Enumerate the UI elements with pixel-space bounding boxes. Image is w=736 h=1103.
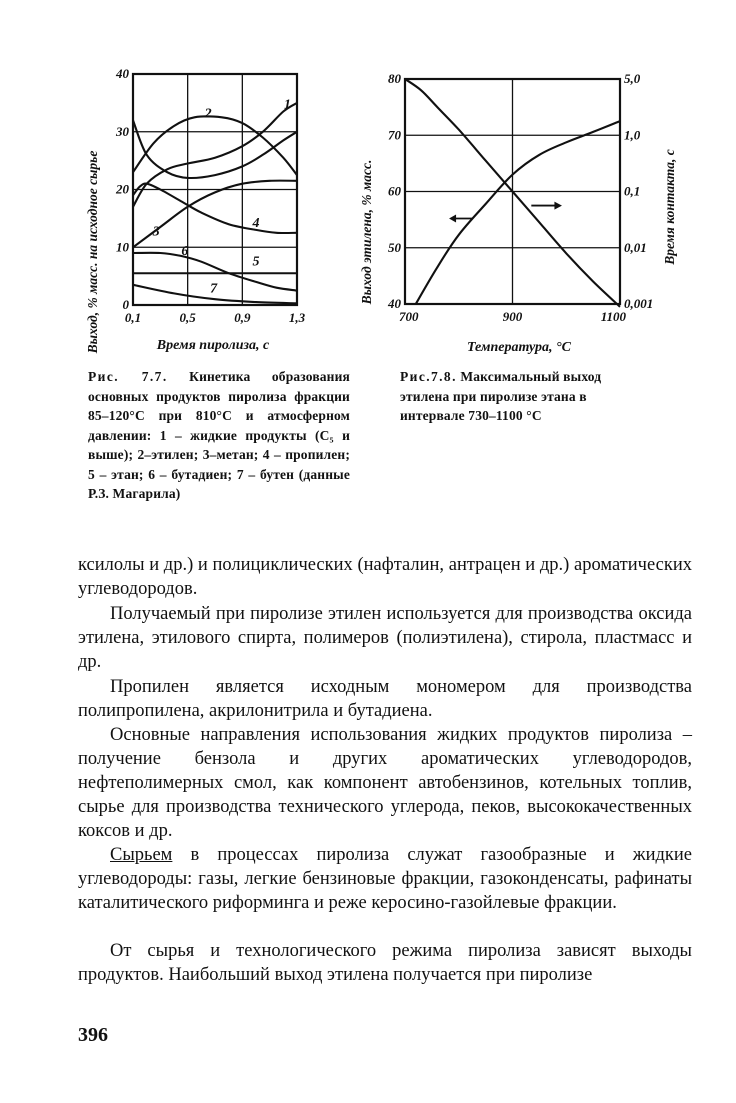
- fig78-x-tick-label: 700: [399, 309, 419, 324]
- fig77-x-tick-label: 1,3: [288, 310, 306, 325]
- fig77-y-tick-label: 20: [116, 181, 129, 197]
- fig77-y-tick-label: 40: [116, 66, 129, 81]
- fig78-y2-tick-label: 1,0: [624, 127, 641, 143]
- fig77-curve-label-7: 7: [210, 281, 218, 297]
- fig78-y-tick-label: 70: [388, 127, 401, 143]
- fig78-y2-tick-label: 0,001: [624, 296, 654, 311]
- fig77-caption-text: Кинетика образования основных продуктов пиролиза фракции 85–120°С при 810°С и атмосферном давлении: 1 – жидкие продукты (С₅ и выше); 2–этилен; 3–метан; 4 – пропилен; 5 – этан; 6 – бутадиен; 7 – бутен (данные Р.З. Магарила): [88, 369, 350, 501]
- fig77-y-tick-label: 0: [122, 297, 129, 312]
- fig78-y-tick-label: 60: [388, 183, 401, 199]
- paragraph-4: Основные направления использования жидких продуктов пиролиза – получение бензола и других ароматических углеводородов, нефтеполимерных смол, как компонент автобензинов, котельных топлив, сырье для производства технического углерода, пеков, высококачественных коксов и др.: [78, 725, 692, 841]
- fig78-y-axis-label: Выход этилена, % масс.: [359, 159, 374, 305]
- fig77-x-tick-label: 0,1: [124, 310, 142, 325]
- fig77-curve-label-4: 4: [252, 216, 260, 232]
- fig77-y-axis-label: Выход, % масс. на исходное сырье: [85, 150, 100, 354]
- fig77-caption-number: Рис. 7.7.: [88, 369, 168, 384]
- fig77-curve-label-3: 3: [152, 224, 160, 240]
- paragraph-5-text: в процессах пиролиза служат газообразные и жидкие углеводороды: газы, легкие бензиновые фракции, газоконденсаты, рафинаты каталитического риформинга и реже керосино-газойлевые фракции.: [78, 845, 692, 913]
- fig78-y2-axis-label: Время контакта, с: [662, 149, 677, 265]
- fig78-caption-number: Рис.7.8.: [400, 369, 457, 384]
- figure-7-8-caption: [400, 367, 642, 426]
- fig78-x-tick-label: 1100: [600, 309, 626, 324]
- fig77-curve-label-5: 5: [252, 254, 260, 270]
- fig78-x-tick-label: 900: [502, 309, 523, 324]
- fig77-x-tick-label: 0,5: [179, 310, 196, 325]
- fig78-y-tick-label: 40: [388, 296, 401, 311]
- paragraph-1: ксилолы и др.) и полициклических (нафталин, антрацен и др.) ароматических углеводородов.: [78, 555, 692, 599]
- fig77-series-1-line: [133, 103, 297, 207]
- paragraph-3: Пропилен является исходным мономером для производства полипропилена, акрилонитрила и бутадиена.: [78, 677, 692, 721]
- page-number: 396: [78, 1024, 108, 1046]
- fig78-y-tick-label: 50: [388, 239, 401, 255]
- fig77-x-axis-label: Время пиролиза, с: [156, 338, 270, 353]
- fig78-caption-text: Максимальный выход этилена при пиролизе этана в интервале 730–1100 °С: [400, 369, 602, 423]
- fig78-y-tick-label: 80: [388, 71, 401, 86]
- fig77-y-tick-label: 30: [116, 123, 129, 139]
- figure-7-7-caption: [88, 367, 350, 504]
- fig78-y2-tick-label: 5,0: [624, 71, 641, 86]
- fig77-curve-label-1: 1: [283, 97, 291, 113]
- fig77-x-tick-label: 0,9: [234, 310, 251, 325]
- fig77-curve-label-2: 2: [204, 106, 212, 122]
- fig78-left-arrow-head: [449, 215, 456, 223]
- fig78-y2-tick-label: 0,01: [624, 239, 647, 255]
- fig77-y-tick-label: 10: [116, 239, 129, 255]
- fig78-x-axis-label: Температура, °С: [466, 340, 572, 355]
- paragraph-5: [78, 843, 692, 915]
- fig78-right-arrow-head: [554, 202, 562, 210]
- fig77-series-2-line: [133, 120, 297, 178]
- paragraph-5-lead: Сырьем: [110, 845, 173, 865]
- paragraph-6: От сырья и технологического режима пиролиза зависят выходы продуктов. Наибольший выход этилена получается при пиролизе: [78, 941, 692, 985]
- fig77-curve-label-6: 6: [181, 243, 189, 259]
- paragraph-2: Получаемый при пиролизе этилен используется для производства оксида этилена, этилового спирта, полимеров (полиэтилена), стирола, пластмасс и др.: [78, 604, 692, 672]
- fig78-y2-tick-label: 0,1: [624, 183, 641, 199]
